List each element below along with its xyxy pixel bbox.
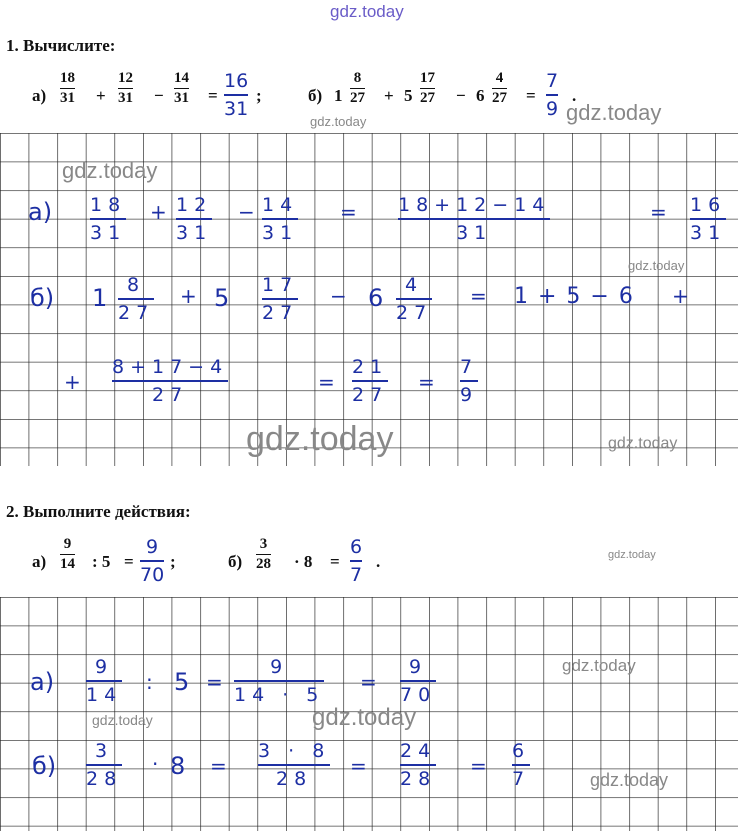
equals-sign: = xyxy=(418,370,435,394)
minus-sign: − xyxy=(154,86,164,105)
fraction: 18+12−14 31 xyxy=(398,194,551,244)
equals-sign: = xyxy=(350,754,367,778)
fraction: 9 14 xyxy=(86,656,123,706)
equals-sign: = xyxy=(208,86,218,105)
fraction: 14 31 xyxy=(262,194,299,244)
plus-sign: + xyxy=(672,284,689,308)
fraction: 18 31 xyxy=(60,70,75,106)
fraction: 3 28 xyxy=(256,536,271,572)
task2-title: 2. Выполните действия: xyxy=(6,502,191,521)
solution-label: б) xyxy=(32,752,57,780)
equals-sign: = xyxy=(360,670,377,694)
equals-sign: = xyxy=(330,552,340,571)
watermark-top: gdz.today xyxy=(330,2,404,21)
plus-sign: + xyxy=(64,370,81,394)
handwritten-answer: 9 70 xyxy=(140,536,165,586)
fraction: 9 14 xyxy=(60,536,75,572)
fraction: 7 9 xyxy=(460,356,479,406)
fraction: 17 27 xyxy=(420,70,435,106)
fraction: 4 27 xyxy=(396,274,433,324)
watermark: gdz.today xyxy=(628,258,685,273)
plus-sign: + xyxy=(384,86,394,105)
watermark: gdz.today xyxy=(246,420,394,458)
fraction: 18 31 xyxy=(90,194,127,244)
semicolon: ; xyxy=(256,86,262,105)
whole-number: 1 xyxy=(92,284,108,312)
task1-b-label: б) xyxy=(308,86,323,105)
fraction: 17 27 xyxy=(262,274,299,324)
handwritten-answer: 7 9 xyxy=(546,70,559,120)
number: 8 xyxy=(170,752,186,780)
task2-a-label: а) xyxy=(32,552,47,571)
solution-label: а) xyxy=(28,198,53,226)
watermark: gdz.today xyxy=(566,100,662,125)
plus-sign: + xyxy=(180,284,197,308)
watermark: gdz.today xyxy=(608,549,656,561)
equals-sign: = xyxy=(650,200,667,224)
equals-sign: = xyxy=(526,86,536,105)
plus-sign: + xyxy=(150,200,167,224)
equals-sign: = xyxy=(124,552,134,571)
handwritten-answer: 6 7 xyxy=(350,536,363,586)
fraction: 14 31 xyxy=(174,70,189,106)
fraction: 3 · 8 28 xyxy=(258,740,331,790)
whole-number: 6 xyxy=(476,86,485,105)
watermark: gdz.today xyxy=(590,770,669,790)
minus-sign: − xyxy=(456,86,466,105)
division-operation: : 5 xyxy=(92,552,111,571)
whole-number: 5 xyxy=(404,86,413,105)
solution-label: б) xyxy=(30,284,55,312)
watermark: gdz.today xyxy=(312,704,417,731)
fraction: 12 31 xyxy=(118,70,133,106)
watermark: gdz.today xyxy=(608,435,678,452)
task1-a-label: а) xyxy=(32,86,47,105)
period: . xyxy=(572,86,577,105)
period: . xyxy=(376,552,381,571)
fraction: 8+17−4 27 xyxy=(112,356,229,406)
equals-sign: = xyxy=(210,754,227,778)
whole-expression: 1+5−6 xyxy=(514,284,643,309)
number: 5 xyxy=(174,668,190,696)
fraction: 4 27 xyxy=(492,70,507,106)
fraction: 8 27 xyxy=(118,274,155,324)
equals-sign: = xyxy=(340,200,357,224)
plus-sign: + xyxy=(96,86,106,105)
minus-sign: − xyxy=(238,200,255,224)
equals-sign: = xyxy=(470,284,487,308)
multiplication-operation: · 8 xyxy=(294,552,313,571)
watermark: gdz.today xyxy=(562,656,636,675)
fraction: 9 14 · 5 xyxy=(234,656,325,706)
semicolon: ; xyxy=(170,552,176,571)
solution-label: а) xyxy=(30,668,55,696)
watermark: gdz.today xyxy=(92,712,153,728)
minus-sign: − xyxy=(330,284,347,308)
handwritten-answer: 16 31 xyxy=(224,70,249,120)
fraction: 8 27 xyxy=(350,70,365,106)
task2-b-label: б) xyxy=(228,552,243,571)
division-sign: : xyxy=(146,670,153,694)
fraction: 9 70 xyxy=(400,656,437,706)
multiplication-sign: · xyxy=(152,752,159,776)
watermark: gdz.today xyxy=(62,158,158,183)
whole-number: 6 xyxy=(368,284,384,312)
equals-sign: = xyxy=(206,670,223,694)
equals-sign: = xyxy=(470,754,487,778)
fraction: 24 28 xyxy=(400,740,437,790)
whole-number: 1 xyxy=(334,86,343,105)
fraction: 21 27 xyxy=(352,356,389,406)
task1-title: 1. Вычислите: xyxy=(6,36,116,55)
fraction: 12 31 xyxy=(176,194,213,244)
whole-number: 5 xyxy=(214,284,230,312)
fraction: 16 31 xyxy=(690,194,727,244)
fraction: 6 7 xyxy=(512,740,531,790)
equals-sign: = xyxy=(318,370,335,394)
watermark: gdz.today xyxy=(310,114,367,129)
fraction: 3 28 xyxy=(86,740,123,790)
